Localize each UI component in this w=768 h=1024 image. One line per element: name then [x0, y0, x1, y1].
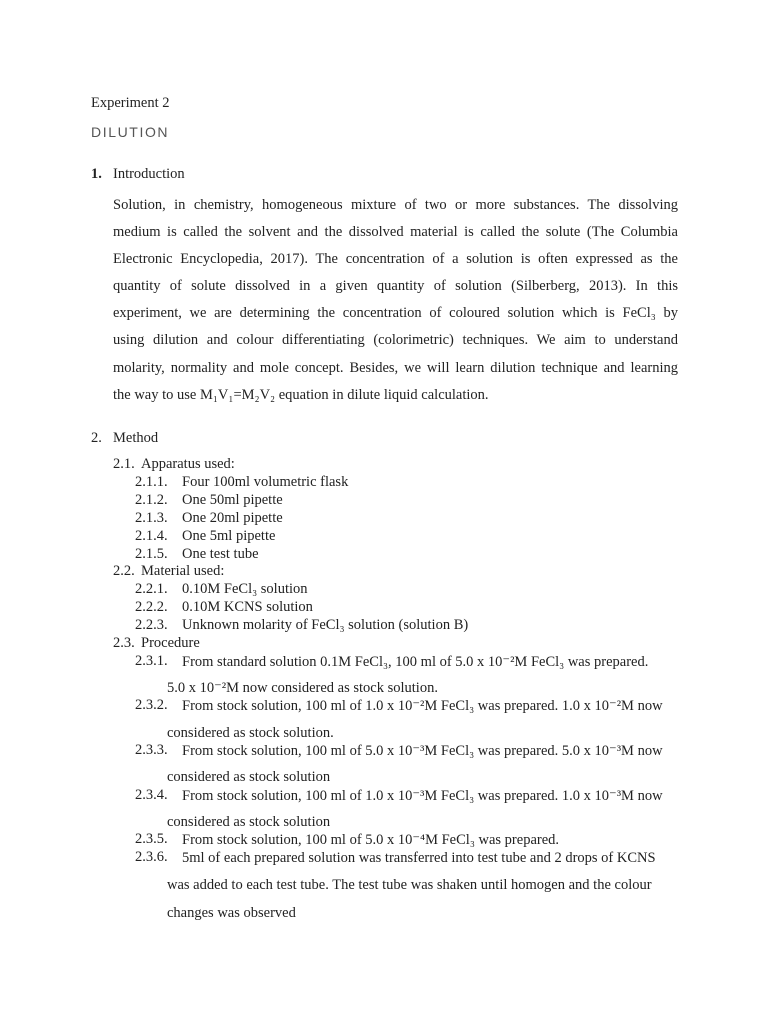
- list-item: One 50ml pipette: [182, 492, 283, 508]
- section-1-heading: Introduction: [113, 166, 185, 182]
- item-number: 2.3.6.: [135, 849, 168, 865]
- item-number: 2.3.3.: [135, 742, 168, 758]
- paragraph-line: molarity, normality and mole concept. Besides, we will learn dilution technique and learning: [113, 359, 678, 376]
- subsection-number: 2.1.: [113, 456, 135, 472]
- procedure-step-line: From stock solution, 100 ml of 5.0 x 10⁻⁴M FeCl₃ was prepared.: [182, 832, 560, 848]
- paragraph-line: Solution, in chemistry, homogeneous mixture of two or more substances. The dissolving: [113, 197, 678, 213]
- paragraph-line: Electronic Encyclopedia, 2017). The concentration of a solution is often expressed as the: [113, 251, 678, 268]
- procedure-step-line: From standard solution 0.1M FeCl₃, 100 ml of 5.0 x 10⁻²M FeCl₃ was prepared.: [182, 654, 649, 670]
- subsection-heading-apparatus: Apparatus used:: [141, 456, 235, 472]
- section-1-number: 1.: [91, 166, 102, 182]
- item-number: 2.2.2.: [135, 599, 168, 615]
- item-number: 2.3.1.: [135, 653, 168, 669]
- list-item: 0.10M KCNS solution: [182, 599, 313, 615]
- subsection-heading-procedure: Procedure: [141, 635, 200, 651]
- item-number: 2.1.3.: [135, 510, 168, 526]
- paragraph-line: quantity of solute dissolved in a given quantity of solution (Silberberg, 2013). In this: [113, 278, 678, 295]
- procedure-step-line: 5.0 x 10⁻²M now considered as stock solution.: [167, 680, 438, 696]
- item-number: 2.2.3.: [135, 617, 168, 633]
- paragraph-line: medium is called the solvent and the dissolved material is called the solute (The Columbia: [113, 224, 678, 241]
- procedure-step-line: was added to each test tube. The test tube was shaken until homogen and the colour: [167, 877, 652, 893]
- item-number: 2.3.5.: [135, 831, 168, 847]
- procedure-step-line: considered as stock solution: [167, 769, 331, 785]
- list-item: One 5ml pipette: [182, 528, 276, 544]
- list-item: One 20ml pipette: [182, 510, 283, 526]
- procedure-step-line: From stock solution, 100 ml of 5.0 x 10⁻³M FeCl₃ was prepared. 5.0 x 10⁻³M now: [182, 743, 663, 759]
- list-item: Unknown molarity of FeCl₃ solution (solution B): [182, 617, 469, 633]
- procedure-step-line: From stock solution, 100 ml of 1.0 x 10⁻³M FeCl₃ was prepared. 1.0 x 10⁻³M now: [182, 788, 663, 804]
- item-number: 2.3.4.: [135, 787, 168, 803]
- item-number: 2.1.5.: [135, 546, 168, 562]
- item-number: 2.3.2.: [135, 697, 168, 713]
- paragraph-line: experiment, we are determining the concentration of coloured solution which is FeCl₃ by: [113, 305, 678, 322]
- item-number: 2.1.4.: [135, 528, 168, 544]
- subsection-heading-material: Material used:: [141, 563, 225, 579]
- subsection-number: 2.2.: [113, 563, 135, 579]
- section-2-heading: Method: [113, 430, 159, 446]
- subsection-number: 2.3.: [113, 635, 135, 651]
- procedure-step-line: considered as stock solution.: [167, 725, 334, 741]
- section-2-number: 2.: [91, 430, 102, 446]
- list-item: 0.10M FeCl₃ solution: [182, 581, 308, 597]
- list-item: One test tube: [182, 546, 259, 562]
- item-number: 2.2.1.: [135, 581, 168, 597]
- procedure-step-line: 5ml of each prepared solution was transferred into test tube and 2 drops of KCNS: [182, 850, 656, 866]
- item-number: 2.1.1.: [135, 474, 168, 490]
- experiment-label: Experiment 2: [91, 95, 170, 111]
- introduction-paragraph: [113, 192, 678, 409]
- list-item: Four 100ml volumetric flask: [182, 474, 349, 490]
- paragraph-line: the way to use M₁V₁=M₂V₂ equation in dilute liquid calculation.: [113, 386, 489, 403]
- item-number: 2.1.2.: [135, 492, 168, 508]
- paragraph-line: using dilution and colour differentiating (colorimetric) techniques. We aim to understand: [113, 332, 678, 349]
- procedure-step-line: changes was observed: [167, 905, 296, 921]
- document-title: DILUTION: [91, 124, 170, 140]
- procedure-step-line: considered as stock solution: [167, 814, 331, 830]
- procedure-step-line: From stock solution, 100 ml of 1.0 x 10⁻²M FeCl₃ was prepared. 1.0 x 10⁻²M now: [182, 698, 663, 714]
